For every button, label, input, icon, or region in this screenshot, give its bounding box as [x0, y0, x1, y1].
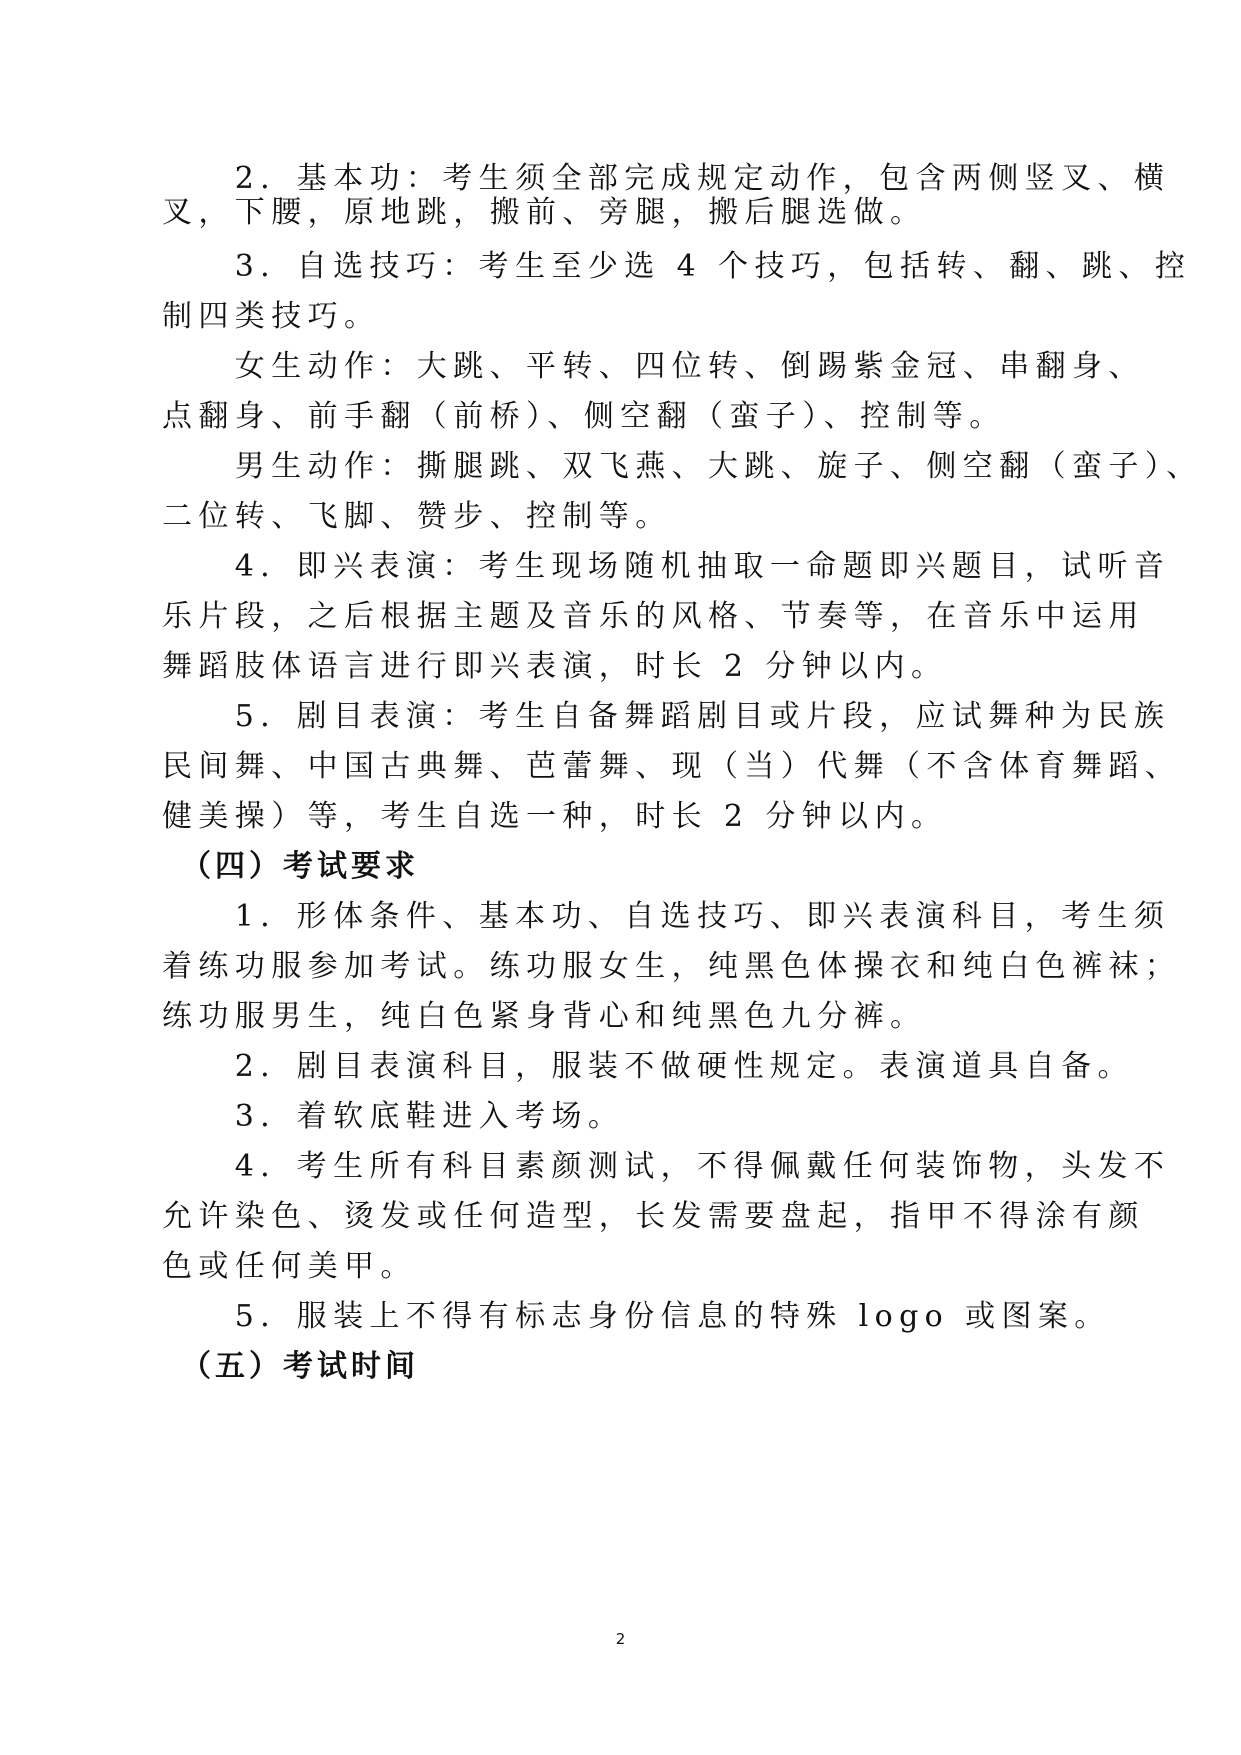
text-line: 制四类技巧。	[162, 299, 381, 334]
section-heading: （四）考试要求	[162, 849, 419, 884]
text-line: 3．自选技巧：考生至少选 4 个技巧，包括转、翻、跳、控	[162, 249, 1192, 284]
text-line: 叉，下腰，原地跳，搬前、旁腿，搬后腿选做。	[162, 195, 927, 230]
text-line: 练功服男生，纯白色紧身背心和纯黑色九分裤。	[162, 999, 927, 1034]
text-line: 2．剧目表演科目，服装不做硬性规定。表演道具自备。	[162, 1049, 1134, 1084]
text-line: 二位转、飞脚、赞步、控制等。	[162, 499, 672, 534]
text-line: 男生动作：撕腿跳、双飞燕、大跳、旋子、侧空翻（蛮子）、	[162, 449, 1203, 484]
text-line: 民间舞、中国古典舞、芭蕾舞、现（当）代舞（不含体育舞蹈、	[162, 749, 1182, 784]
text-line: 允许染色、烫发或任何造型，长发需要盘起，指甲不得涂有颜	[162, 1199, 1145, 1234]
text-line: 4．考生所有科目素颜测试，不得佩戴任何装饰物，头发不	[162, 1149, 1171, 1184]
text-line: 舞蹈肢体语言进行即兴表演，时长 2 分钟以内。	[162, 649, 948, 684]
text-line: 乐片段，之后根据主题及音乐的风格、节奏等，在音乐中运用	[162, 599, 1145, 634]
text-line: 4．即兴表演：考生现场随机抽取一命题即兴题目，试听音	[162, 549, 1171, 584]
text-line: 1．形体条件、基本功、自选技巧、即兴表演科目，考生须	[162, 899, 1171, 934]
text-line: 色或任何美甲。	[162, 1249, 417, 1284]
text-line: 着练功服参加考试。练功服女生，纯黑色体操衣和纯白色裤袜；	[162, 949, 1182, 984]
text-line: 5．服装上不得有标志身份信息的特殊 logo 或图案。	[162, 1299, 1111, 1334]
text-line: 2．基本功：考生须全部完成规定动作，包含两侧竖叉、横	[162, 161, 1171, 196]
text-line: 女生动作：大跳、平转、四位转、倒踢紫金冠、串翻身、	[162, 349, 1145, 384]
text-line: 3．着软底鞋进入考场。	[162, 1099, 625, 1134]
page-number: 2	[615, 1630, 626, 1648]
section-heading: （五）考试时间	[162, 1349, 419, 1384]
text-line: 健美操）等，考生自选一种，时长 2 分钟以内。	[162, 799, 948, 834]
text-line: 5．剧目表演：考生自备舞蹈剧目或片段，应试舞种为民族	[162, 699, 1171, 734]
text-line: 点翻身、前手翻（前桥）、侧空翻（蛮子）、控制等。	[162, 399, 1006, 434]
